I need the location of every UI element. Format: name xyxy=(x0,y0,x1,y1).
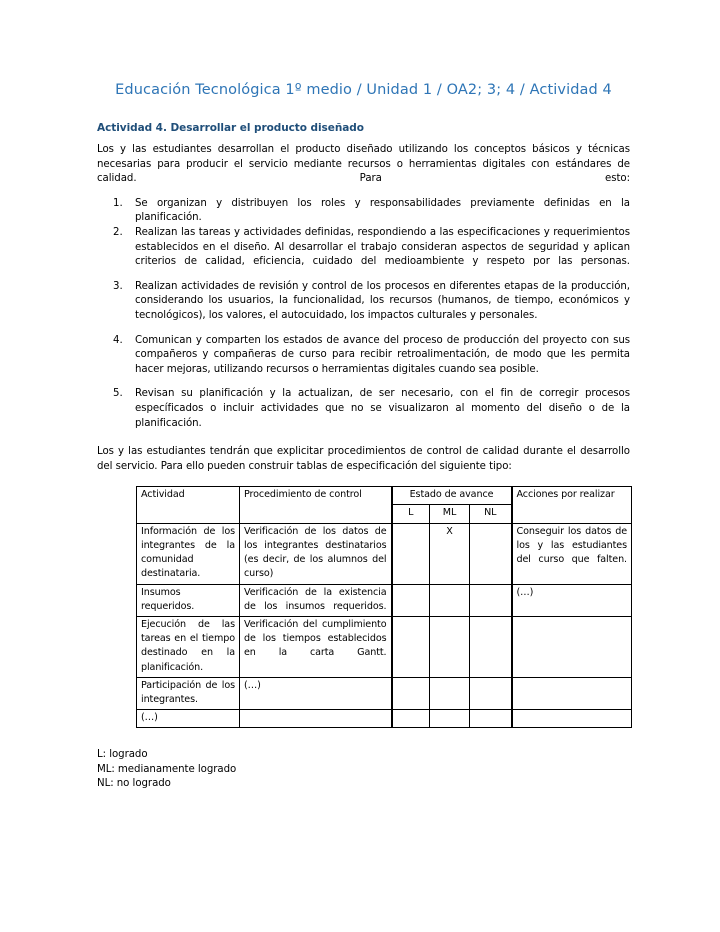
specification-table xyxy=(136,486,632,728)
cell-activity: Información de los integrantes de la comunidad destinataria. xyxy=(137,523,240,584)
header-sub-nl: NL xyxy=(470,505,512,523)
cell-actions: Conseguir los datos de los y las estudiantes del curso que falten. xyxy=(512,523,632,584)
document-content xyxy=(97,80,630,792)
cell-procedure xyxy=(240,710,392,728)
cell-status-ml[interactable] xyxy=(430,710,470,728)
table-row xyxy=(137,677,632,709)
legend-line-nl: NL: no logrado xyxy=(97,778,171,790)
cell-status-ml[interactable] xyxy=(430,616,470,677)
list-item xyxy=(97,280,630,324)
steps-list xyxy=(97,197,630,431)
step-text: Comunican y comparten los estados de avance del proceso de producción del proyecto con sus compañeros y compañeras de curso para recibir retroalimentación, de modo que les permita hacer mejoras, utilizando recursos o herramientas digitales cuando sea posible. xyxy=(135,334,630,375)
cell-status-l[interactable] xyxy=(392,677,430,709)
step-text: Revisan su planificación y la actualizan, de ser necesario, con el fin de corregir procesos específicados o incluir actividades que no se visualizaron al momento del diseño o de la planificación. xyxy=(135,388,630,429)
cell-activity: (…) xyxy=(137,710,240,728)
table-header xyxy=(137,487,632,523)
step-text: Realizan actividades de revisión y control de los procesos en diferentes etapas de la producción, considerando los usuarios, la funcionalidad, los recursos (humanos, de tiempo, económicos y tecnológicos), los valores, el autocuidado, los impactos culturales y personales. xyxy=(135,280,630,321)
cell-activity: Participación de los integrantes. xyxy=(137,677,240,709)
cell-activity: Ejecución de las tareas en el tiempo destinado en la planificación. xyxy=(137,616,240,677)
cell-procedure: Verificación de la existencia de los insumos requeridos. xyxy=(240,584,392,616)
header-sub-ml: ML xyxy=(430,505,470,523)
cell-actions xyxy=(512,616,632,677)
step-text: Se organizan y distribuyen los roles y responsabilidades previamente definidas en la planificación. xyxy=(135,197,630,224)
cell-status-ml[interactable] xyxy=(430,584,470,616)
cell-status-nl[interactable] xyxy=(470,523,512,584)
cell-status-ml[interactable]: X xyxy=(430,523,470,584)
cell-procedure: (…) xyxy=(240,677,392,709)
cell-status-ml[interactable] xyxy=(430,677,470,709)
table-body xyxy=(137,523,632,728)
list-item xyxy=(97,197,630,226)
cell-procedure: Verificación del cumplimiento de los tiempos establecidos en la carta Gantt. xyxy=(240,616,392,677)
header-activity: Actividad xyxy=(137,487,240,523)
section-heading: Actividad 4. Desarrollar el producto diseñado xyxy=(97,122,364,134)
cell-status-nl[interactable] xyxy=(470,710,512,728)
intro-paragraph: Los y las estudiantes desarrollan el producto diseñado utilizando los conceptos básicos y técnicas necesarias para producir el servicio mediante recursos o herramientas digitales con estándares de calidad. Para esto: xyxy=(97,144,630,185)
list-item xyxy=(97,226,630,270)
cell-status-nl[interactable] xyxy=(470,616,512,677)
cell-status-l[interactable] xyxy=(392,616,430,677)
header-procedure: Procedimiento de control xyxy=(240,487,392,523)
cell-status-l[interactable] xyxy=(392,710,430,728)
cell-actions xyxy=(512,677,632,709)
legend-line-l: L: logrado xyxy=(97,749,148,761)
cell-activity: Insumos requeridos. xyxy=(137,584,240,616)
cell-status-l[interactable] xyxy=(392,584,430,616)
table-intro-paragraph: Los y las estudiantes tendrán que explicitar procedimientos de control de calidad durante el desarrollo del servicio. Para ello pueden construir tablas de especificación del siguiente tipo: xyxy=(97,446,630,472)
step-text: Realizan las tareas y actividades definidas, respondiendo a las especificaciones y requerimientos establecidos en el diseño. Al desarrollar el trabajo consideran aspectos de seguridad y aplican criterios de calidad, eficiencia, cuidado del medioambiente y respeto por las personas. xyxy=(135,226,630,268)
table-row xyxy=(137,584,632,616)
spec-table-wrapper xyxy=(136,486,631,728)
cell-status-l[interactable] xyxy=(392,523,430,584)
legend-block xyxy=(97,748,630,791)
cell-actions xyxy=(512,710,632,728)
header-sub-l: L xyxy=(392,505,430,523)
table-header-row xyxy=(137,487,632,505)
list-item xyxy=(97,387,630,431)
list-item xyxy=(97,334,630,378)
table-row xyxy=(137,523,632,584)
cell-status-nl[interactable] xyxy=(470,677,512,709)
cell-actions: (…) xyxy=(512,584,632,616)
cell-status-nl[interactable] xyxy=(470,584,512,616)
table-row xyxy=(137,616,632,677)
legend-line-ml: ML: medianamente logrado xyxy=(97,763,237,775)
header-progress-group: Estado de avance xyxy=(392,487,512,505)
page-title: Educación Tecnológica 1º medio / Unidad 1 / OA2; 3; 4 / Actividad 4 xyxy=(115,82,612,98)
header-actions: Acciones por realizar xyxy=(512,487,632,523)
cell-procedure: Verificación de los datos de los integrantes destinatarios (es decir, de los alumnos del curso) xyxy=(240,523,392,584)
table-row xyxy=(137,710,632,728)
